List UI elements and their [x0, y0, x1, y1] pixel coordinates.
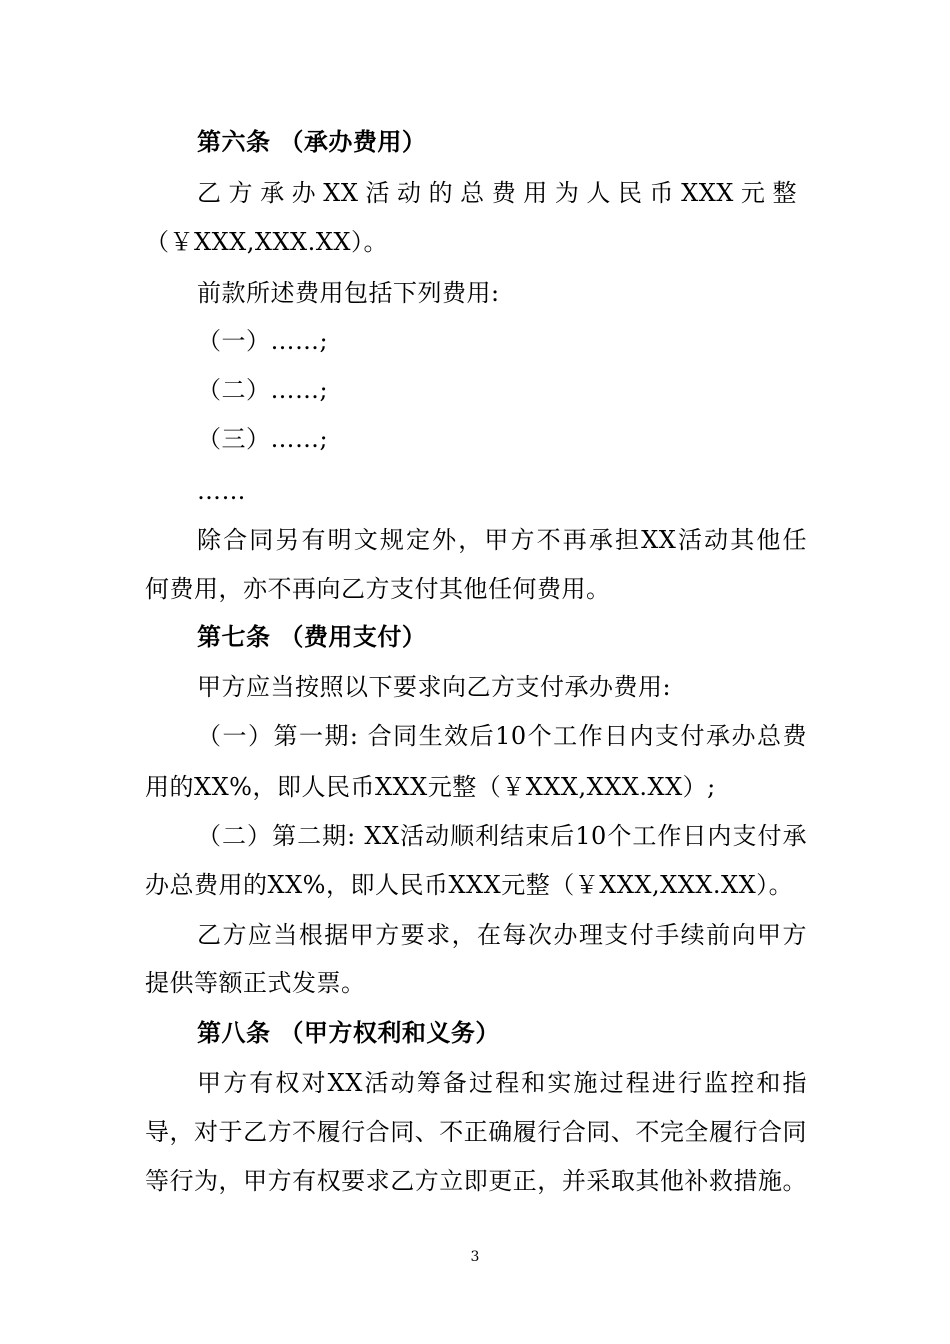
paragraph-line: （一）第一期: 合同生效后10个工作日内支付承办总费	[197, 722, 807, 750]
list-item: （三）……;	[197, 425, 329, 453]
paragraph-line: 何费用，亦不再向乙方支付其他任何费用。	[145, 575, 611, 603]
paragraph-line: 甲方有权对XX活动筹备过程和实施过程进行监控和指	[197, 1069, 807, 1097]
paragraph-line: 前款所述费用包括下列费用:	[197, 279, 500, 307]
list-item: （一）……;	[197, 327, 329, 355]
paragraph-line: （￥XXX,XXX.XX）。	[145, 228, 388, 256]
paragraph-line: 用的XX%，即人民币XXX元整（￥XXX,XXX.XX）;	[145, 773, 716, 801]
paragraph-line: 乙方承办XX活动的总费用为人民币XXX元整	[197, 179, 797, 207]
article-8-heading: 第八条 （甲方权利和义务）	[197, 1018, 500, 1047]
ellipsis-line: ……	[197, 477, 246, 505]
paragraph-line: 提供等额正式发票。	[145, 969, 366, 997]
paragraph-line: 除合同另有明文规定外，甲方不再承担XX活动其他任	[197, 526, 807, 554]
article-6-heading: 第六条 （承办费用）	[197, 127, 427, 156]
paragraph-line: 乙方应当根据甲方要求，在每次办理支付手续前向甲方	[197, 921, 807, 949]
paragraph-line: 办总费用的XX%，即人民币XXX元整（￥XXX,XXX.XX）。	[145, 871, 794, 899]
page-number: 3	[470, 1249, 480, 1265]
paragraph-line: 等行为，甲方有权要求乙方立即更正，并采取其他补救措施。	[145, 1167, 807, 1195]
paragraph-line: （二）第二期: XX活动顺利结束后10个工作日内支付承	[197, 822, 807, 850]
list-item: （二）……;	[197, 376, 329, 404]
article-7-heading: 第七条 （费用支付）	[197, 622, 427, 651]
paragraph-line: 甲方应当按照以下要求向乙方支付承办费用:	[197, 673, 672, 701]
paragraph-line: 导，对于乙方不履行合同、不正确履行合同、不完全履行合同	[145, 1118, 807, 1146]
